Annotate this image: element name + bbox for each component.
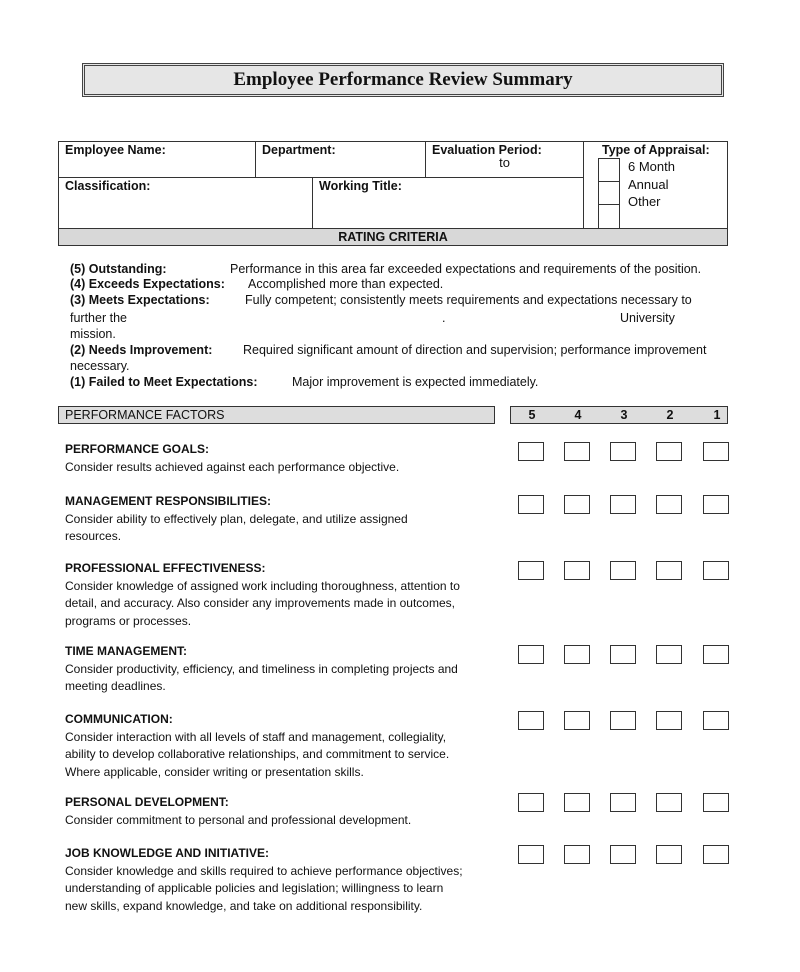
rating-4-checkbox[interactable] [564, 845, 590, 864]
criteria-label: (4) Exceeds Expectations: [70, 277, 225, 291]
rating-3-checkbox[interactable] [610, 845, 636, 864]
employee-name-field[interactable] [58, 141, 256, 178]
rating-3-checkbox[interactable] [610, 495, 636, 514]
rating-3-checkbox[interactable] [610, 442, 636, 461]
rating-3-checkbox[interactable] [610, 561, 636, 580]
criteria-desc: Major improvement is expected immediately. [292, 375, 539, 389]
performance-factor [65, 560, 505, 630]
criteria-label: (2) Needs Improvement: [70, 343, 213, 357]
performance-factor [65, 794, 505, 829]
rating-5-checkbox[interactable] [518, 495, 544, 514]
rating-3-checkbox[interactable] [610, 645, 636, 664]
page-title: Employee Performance Review Summary [82, 63, 724, 97]
factor-title: PERSONAL DEVELOPMENT: [65, 795, 229, 809]
scale-2: 2 [666, 408, 674, 422]
rating-4-checkbox[interactable] [564, 561, 590, 580]
performance-factor [65, 493, 505, 546]
factor-description: Consider results achieved against each performance objective. [65, 459, 400, 474]
rating-4-checkbox[interactable] [564, 645, 590, 664]
rating-1-checkbox[interactable] [703, 793, 729, 812]
scale-1: 1 [713, 408, 721, 422]
classification-label: Classification: [65, 179, 151, 193]
factor-title: MANAGEMENT RESPONSIBILITIES: [65, 494, 272, 508]
factor-title: JOB KNOWLEDGE AND INITIATIVE: [65, 846, 269, 860]
appraisal-other-checkbox[interactable] [598, 204, 620, 229]
rating-2-checkbox[interactable] [656, 711, 682, 730]
rating-5-checkbox[interactable] [518, 845, 544, 864]
rating-1-checkbox[interactable] [703, 845, 729, 864]
rating-2-checkbox[interactable] [656, 561, 682, 580]
department-field[interactable] [255, 141, 426, 178]
performance-factor [65, 441, 505, 476]
rating-4-checkbox[interactable] [564, 711, 590, 730]
performance-factors-header: PERFORMANCE FACTORS [58, 406, 495, 424]
rating-3-checkbox[interactable] [610, 793, 636, 812]
rating-3-checkbox[interactable] [610, 711, 636, 730]
factor-description: meeting deadlines. [65, 679, 166, 693]
criteria-desc: University [620, 311, 675, 325]
evaluation-period-label: Evaluation Period: [432, 143, 542, 157]
employee-name-label: Employee Name: [65, 143, 166, 157]
factor-description: resources. [65, 529, 122, 543]
evaluation-period-field[interactable] [425, 141, 584, 178]
factor-description: Consider productivity, efficiency, and timeliness in completing projects and [65, 661, 458, 676]
department-label: Department: [262, 143, 336, 157]
type-of-appraisal-label: Type of Appraisal: [602, 143, 710, 157]
factor-description: programs or processes. [65, 613, 192, 628]
rating-2-checkbox[interactable] [656, 495, 682, 514]
appraisal-option-other: Other [628, 194, 661, 209]
criteria-desc: mission. [70, 327, 116, 341]
factor-description: understanding of applicable policies and legislation; willingness to learn [65, 881, 444, 895]
criteria-desc: Accomplished more than expected. [248, 277, 444, 291]
factor-description: Consider knowledge and skills required to achieve performance objectives; [65, 863, 463, 878]
performance-factor [65, 711, 505, 781]
rating-4-checkbox[interactable] [564, 793, 590, 812]
rating-1-checkbox[interactable] [703, 442, 729, 461]
classification-field[interactable] [58, 177, 313, 229]
rating-4-checkbox[interactable] [564, 442, 590, 461]
factor-description: Consider interaction with all levels of staff and management, collegiality, [65, 729, 447, 744]
evaluation-period-to: to [499, 155, 510, 170]
criteria-label: (5) Outstanding: [70, 262, 167, 276]
scale-4: 4 [574, 408, 582, 422]
factor-title: TIME MANAGEMENT: [65, 644, 187, 658]
criteria-label: (1) Failed to Meet Expectations: [70, 375, 258, 389]
rating-1-checkbox[interactable] [703, 495, 729, 514]
appraisal-option-6-month: 6 Month [628, 159, 675, 174]
criteria-desc: Fully competent; consistently meets requirements and expectations necessary to [245, 293, 692, 307]
criteria-desc: Required significant amount of direction and supervision; performance improvement [243, 343, 707, 357]
factor-description: Consider knowledge of assigned work including thoroughness, attention to [65, 578, 460, 593]
working-title-field[interactable] [312, 177, 584, 229]
factor-title: PERFORMANCE GOALS: [65, 442, 209, 456]
rating-2-checkbox[interactable] [656, 645, 682, 664]
appraisal-annual-checkbox[interactable] [598, 181, 620, 205]
factor-description: Consider commitment to personal and professional development. [65, 812, 412, 827]
rating-2-checkbox[interactable] [656, 793, 682, 812]
scale-5: 5 [528, 408, 536, 422]
rating-1-checkbox[interactable] [703, 561, 729, 580]
factor-title: COMMUNICATION: [65, 712, 173, 726]
criteria-label: (3) Meets Expectations: [70, 293, 210, 307]
criteria-desc: Performance in this area far exceeded expectations and requirements of the position. [230, 262, 702, 276]
appraisal-6-month-checkbox[interactable] [598, 158, 620, 182]
rating-4-checkbox[interactable] [564, 495, 590, 514]
factor-description: Consider ability to effectively plan, delegate, and utilize assigned [65, 511, 408, 526]
working-title-label: Working Title: [319, 179, 402, 193]
rating-1-checkbox[interactable] [703, 711, 729, 730]
criteria-desc: . [442, 311, 446, 325]
rating-2-checkbox[interactable] [656, 442, 682, 461]
factor-description: ability to develop collaborative relationships, and commitment to service. [65, 747, 450, 761]
rating-5-checkbox[interactable] [518, 442, 544, 461]
rating-5-checkbox[interactable] [518, 711, 544, 730]
performance-factor [65, 845, 505, 915]
rating-1-checkbox[interactable] [703, 645, 729, 664]
performance-factor [65, 643, 505, 696]
rating-5-checkbox[interactable] [518, 793, 544, 812]
criteria-desc: further the [70, 311, 127, 325]
rating-5-checkbox[interactable] [518, 645, 544, 664]
factor-description: detail, and accuracy. Also consider any improvements made in outcomes, [65, 596, 455, 610]
rating-2-checkbox[interactable] [656, 845, 682, 864]
factor-description: Where applicable, consider writing or presentation skills. [65, 764, 364, 779]
factor-description: new skills, expand knowledge, and take on additional responsibility. [65, 898, 423, 913]
scale-3: 3 [620, 408, 628, 422]
criteria-desc: necessary. [70, 359, 130, 373]
rating-scale-header [510, 406, 728, 424]
appraisal-option-annual: Annual [628, 177, 669, 192]
rating-criteria-header: RATING CRITERIA [58, 228, 728, 246]
factor-title: PROFESSIONAL EFFECTIVENESS: [65, 561, 266, 575]
rating-5-checkbox[interactable] [518, 561, 544, 580]
